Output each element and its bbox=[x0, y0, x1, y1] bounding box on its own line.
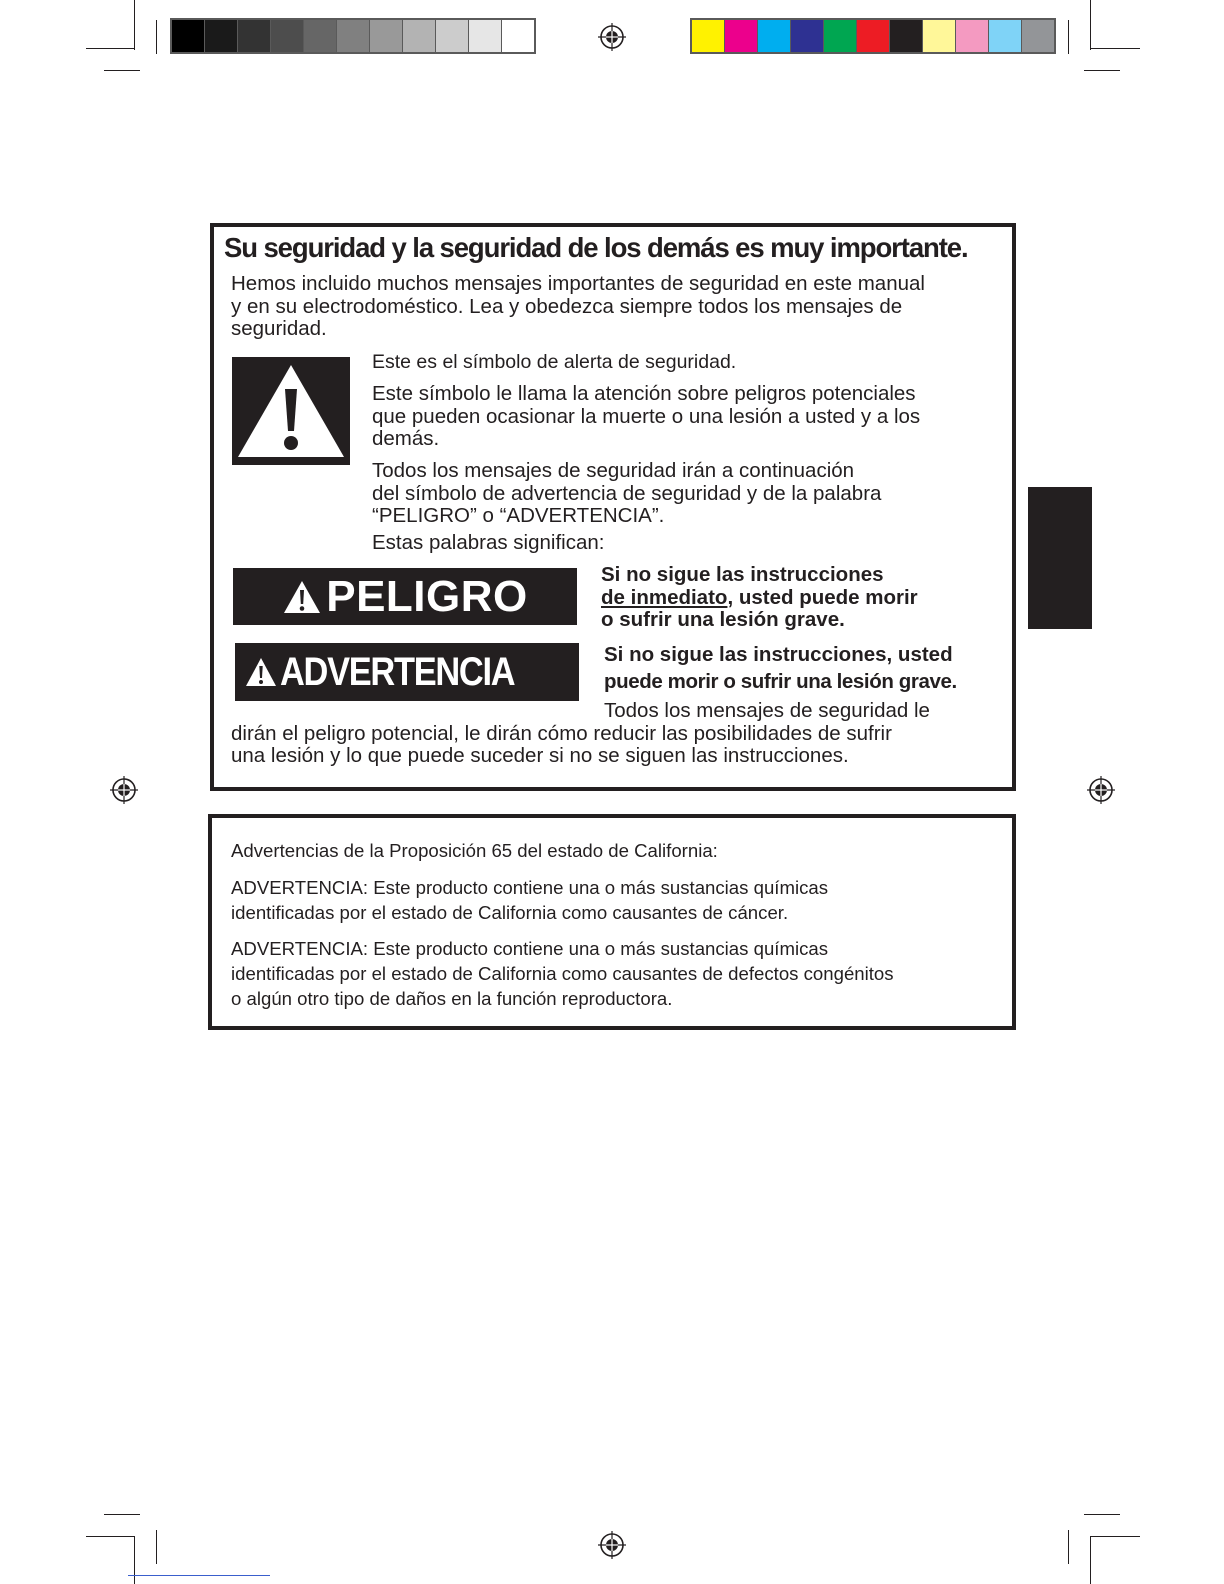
gray-swatch bbox=[370, 20, 403, 52]
gray-swatch bbox=[502, 20, 534, 52]
process-color-bar bbox=[690, 18, 1056, 54]
danger-underlined: de inmediato bbox=[601, 585, 728, 609]
alert-symbol-line: Este es el símbolo de alerta de seguridad. bbox=[372, 351, 737, 373]
danger-description: Si no sigue las instrucciones de inmediato, usted puede morir o sufrir una lesión grave. bbox=[601, 563, 918, 631]
gray-swatch bbox=[271, 20, 304, 52]
section-tab bbox=[1028, 487, 1092, 629]
gray-swatch bbox=[238, 20, 271, 52]
warning-triangle-icon bbox=[282, 579, 322, 615]
color-swatch bbox=[758, 20, 791, 52]
danger-signal-word bbox=[233, 568, 577, 625]
safety-title: Su seguridad y la seguridad de los demás es muy importante. bbox=[224, 232, 968, 263]
danger-label: PELIGRO bbox=[326, 571, 528, 621]
gray-swatch bbox=[403, 20, 436, 52]
warning-description: Si no sigue las instrucciones, usted puede morir o sufrir una lesión grave. bbox=[604, 643, 957, 693]
registration-mark-icon bbox=[597, 1530, 627, 1560]
prop65-heading: Advertencias de la Proposición 65 del estado de California: bbox=[231, 840, 718, 861]
warning-signal-word bbox=[235, 643, 579, 701]
color-swatch bbox=[1022, 20, 1054, 52]
registration-mark-icon bbox=[109, 775, 139, 805]
gray-swatch bbox=[205, 20, 238, 52]
warning-triangle-icon bbox=[244, 656, 278, 688]
color-swatch bbox=[725, 20, 758, 52]
color-swatch bbox=[692, 20, 725, 52]
safety-alert-symbol bbox=[232, 357, 350, 465]
color-swatch bbox=[791, 20, 824, 52]
gray-swatch bbox=[304, 20, 337, 52]
gray-swatch bbox=[436, 20, 469, 52]
registration-mark-icon bbox=[597, 22, 627, 52]
prop65-reproductive-warning: ADVERTENCIA: Este producto contiene una o más sustancias químicas identificadas por el estado de California como causantes de defectos congénitos o algún otro tipo de daños en la función reproductora. bbox=[231, 938, 894, 1009]
prop65-cancer-warning: ADVERTENCIA: Este producto contiene una o más sustancias químicas identificadas por el estado de California como causantes de cáncer. bbox=[231, 877, 829, 923]
warning-label: ADVERTENCIA bbox=[280, 649, 515, 694]
color-swatch bbox=[824, 20, 857, 52]
follow-description: Todos los mensajes de seguridad irán a continuación del símbolo de advertencia de seguridad y de la palabra “PELIGRO” o “ADVERTENCIA”. bbox=[372, 459, 882, 527]
safety-intro: Hemos incluido muchos mensajes importantes de seguridad en este manual y en su electrodoméstico. Lea y obedezca siempre todos los mensajes de seguridad. bbox=[231, 272, 925, 340]
color-swatch bbox=[956, 20, 989, 52]
gray-swatch bbox=[337, 20, 370, 52]
color-swatch bbox=[923, 20, 956, 52]
grayscale-color-bar bbox=[170, 18, 536, 54]
color-swatch bbox=[989, 20, 1022, 52]
gray-swatch bbox=[172, 20, 205, 52]
symbol-description: Este símbolo le llama la atención sobre peligros potenciales que pueden ocasionar la muerte o una lesión a usted y a los demás. bbox=[372, 382, 921, 450]
color-swatch bbox=[890, 20, 923, 52]
closing-paragraph: Todos los mensajes de seguridad le dirán el peligro potencial, le dirán cómo reducir las posibilidades de sufrir una lesión y lo que puede suceder si no se siguen las instrucciones. bbox=[231, 699, 930, 767]
gray-swatch bbox=[469, 20, 502, 52]
color-swatch bbox=[857, 20, 890, 52]
warning-triangle-icon bbox=[232, 357, 350, 465]
words-mean-line: Estas palabras significan: bbox=[372, 531, 605, 554]
registration-mark-icon bbox=[1086, 775, 1116, 805]
